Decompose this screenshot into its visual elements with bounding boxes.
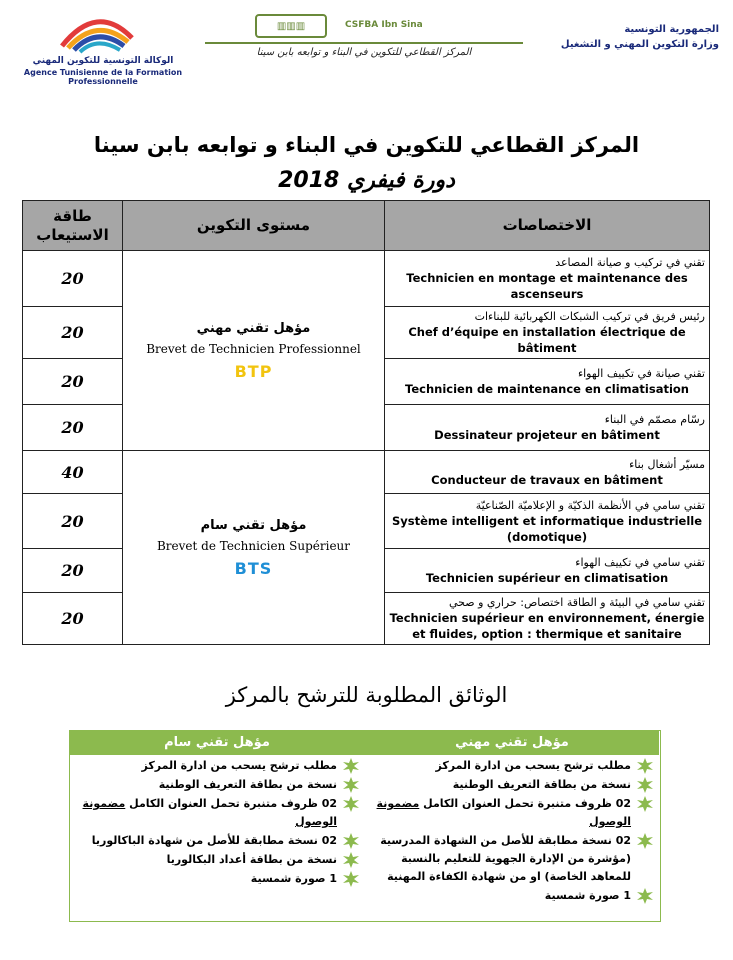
specialty-cell — [385, 251, 710, 307]
capacity-cell: 20 — [23, 494, 123, 549]
capacity-cell: 20 — [23, 359, 123, 405]
green-burst-bullet-icon — [343, 777, 359, 793]
btp-docs-heading: مؤهل تقني مهني — [455, 735, 569, 750]
list-item: نسخة من بطاقة التعريف الوطنية — [368, 776, 655, 794]
green-burst-bullet-icon — [637, 796, 653, 812]
documents-title: الوثائق المطلوبة للترشح بالمركز — [225, 683, 508, 707]
specialty-name-ar: تقني سامي في الأنظمة الذكيّة و الإعلاميّة الصّناعيّة — [475, 498, 705, 512]
level-header: مستوى التكوين — [123, 201, 385, 251]
republic-label: الجمهورية التونسية — [624, 24, 719, 35]
specialty-name-ar: رسّام مصمّم في البناء — [604, 413, 705, 426]
specialty-name-fr: Dessinateur projeteur en bâtiment — [434, 428, 660, 442]
specialty-cell — [385, 593, 710, 645]
specialty-cell — [385, 405, 710, 451]
documents-box — [69, 730, 661, 922]
specialty-name-fr: Conducteur de travaux en bâtiment — [431, 472, 663, 487]
logo-divider — [205, 42, 523, 44]
specialty-cell — [385, 494, 710, 549]
agency-name-fr: Agence Tunisienne de la Formation Professionnelle — [23, 68, 183, 86]
green-burst-bullet-icon — [637, 833, 653, 849]
specialty-cell — [385, 451, 710, 494]
table-row — [23, 251, 710, 307]
center-logo — [205, 12, 525, 62]
list-item: مطلب ترشح يسحب من ادارة المركز — [368, 757, 655, 775]
capacity-cell: 20 — [23, 307, 123, 359]
page-title: المركز القطاعي للتكوين في البناء و توابعه بابن سينا — [93, 133, 640, 157]
green-burst-bullet-icon — [637, 888, 653, 904]
list-item: مطلب ترشح يسحب من ادارة المركز — [74, 757, 361, 775]
specialty-name-ar: تقني سامي في البيئة و الطاقة اختصاص: حراري و صحي — [449, 596, 705, 609]
list-item: 1 صورة شمسية — [74, 870, 361, 888]
capacity-cell: 40 — [23, 451, 123, 494]
specialty-name-fr: Technicien de maintenance en climatisation — [405, 382, 689, 396]
level-name-ar: مؤهل تقني سام — [200, 517, 307, 533]
green-burst-bullet-icon — [343, 871, 359, 887]
specialty-name-ar: تقني في تركيب و صيانة المصاعد — [555, 256, 705, 269]
specialties-table — [22, 200, 710, 645]
atfp-logo — [12, 8, 182, 88]
documents-header-bar — [70, 731, 659, 755]
specialty-name-ar: مسيّر أشغال بناء — [629, 457, 705, 471]
level-cell-bts — [123, 451, 385, 645]
level-code-badge: BTS — [234, 558, 273, 578]
specialty-name-fr: Système intelligent et informatique industrielle (domotique) — [391, 513, 703, 544]
level-code-badge: BTP — [234, 361, 273, 381]
specialty-name-fr: Technicien en montage et maintenance des ascenseurs — [406, 271, 688, 301]
bts-docs-heading: مؤهل تقني سام — [164, 735, 270, 750]
specialty-header: الاختصاصات — [385, 201, 710, 251]
agency-name-ar: الوكالة التونسية للتكوين المهني — [32, 56, 174, 66]
ministry-block — [549, 22, 719, 52]
specialty-cell — [385, 549, 710, 593]
green-burst-bullet-icon — [343, 796, 359, 812]
capacity-cell: 20 — [23, 405, 123, 451]
center-emblem-icon: ▥▥▥ — [255, 14, 327, 38]
center-logo-subtitle: المركز القطاعي للتكوين في البناء و توابعه بابن سينا — [256, 47, 472, 58]
capacity-header: طاقة الاستيعاب — [23, 201, 123, 251]
level-name-fr: Brevet de Technicien Supérieur — [156, 538, 351, 553]
level-cell-btp — [123, 251, 385, 451]
session-title: دورة فيفري 2018 — [278, 168, 455, 193]
capacity-cell: 20 — [23, 593, 123, 645]
specialty-name-ar: تقني سامي في تكييف الهواء — [575, 556, 705, 569]
bts-docs-list — [74, 757, 361, 889]
list-item: 02 نسخة مطابقة للأصل من الشهادة المدرسية (مؤشرة من الإدارة الجهوية للتعليم بالنسبة للمعاهد الخاصة) او من شهادة الكفاءة المهنية — [368, 832, 655, 886]
green-burst-bullet-icon — [343, 758, 359, 774]
level-name-ar: مؤهل تقني مهني — [196, 320, 311, 336]
list-item: 1 صورة شمسية — [368, 887, 655, 905]
page-header — [0, 0, 733, 95]
specialty-name-fr: Technicien supérieur en environnement, énergie et fluides, option : thermique et sanitaire — [389, 611, 705, 641]
list-item: نسخة من بطاقة أعداد البكالوريا — [74, 851, 361, 869]
green-burst-bullet-icon — [637, 758, 653, 774]
level-name-fr: Brevet de Technicien Professionnel — [146, 341, 361, 356]
capacity-cell: 20 — [23, 549, 123, 593]
list-item: نسخة من بطاقة التعريف الوطنية — [74, 776, 361, 794]
capacity-cell: 20 — [23, 251, 123, 307]
table-row — [23, 451, 710, 494]
green-burst-bullet-icon — [343, 833, 359, 849]
specialty-name-fr: Chef d’équipe en installation électrique de bâtiment — [408, 325, 686, 355]
center-logo-text: CSFBA Ibn Sina — [345, 20, 423, 30]
list-item: 02 ظروف متنبرة تحمل العنوان الكامل مضمونة الوصول — [74, 795, 361, 831]
btp-docs-list — [368, 757, 655, 906]
specialty-name-fr: Technicien supérieur en climatisation — [425, 571, 669, 585]
green-burst-bullet-icon — [343, 852, 359, 868]
list-item: 02 ظروف متنبرة تحمل العنوان الكامل مضمونة الوصول — [368, 795, 655, 831]
ministry-label: وزارة التكوين المهني و التشغيل — [560, 39, 719, 50]
list-item: 02 نسخة مطابقة للأصل من شهادة الباكالوريا — [74, 832, 361, 850]
atfp-emblem-icon — [52, 8, 142, 54]
specialty-name-ar: رئيس فريق في تركيب الشبكات الكهربائية للبناءات — [474, 310, 705, 323]
specialty-cell — [385, 307, 710, 359]
green-burst-bullet-icon — [637, 777, 653, 793]
specialty-cell — [385, 359, 710, 405]
specialty-name-ar: تقني صيانة في تكييف الهواء — [577, 367, 705, 380]
table-header-row — [23, 201, 710, 251]
